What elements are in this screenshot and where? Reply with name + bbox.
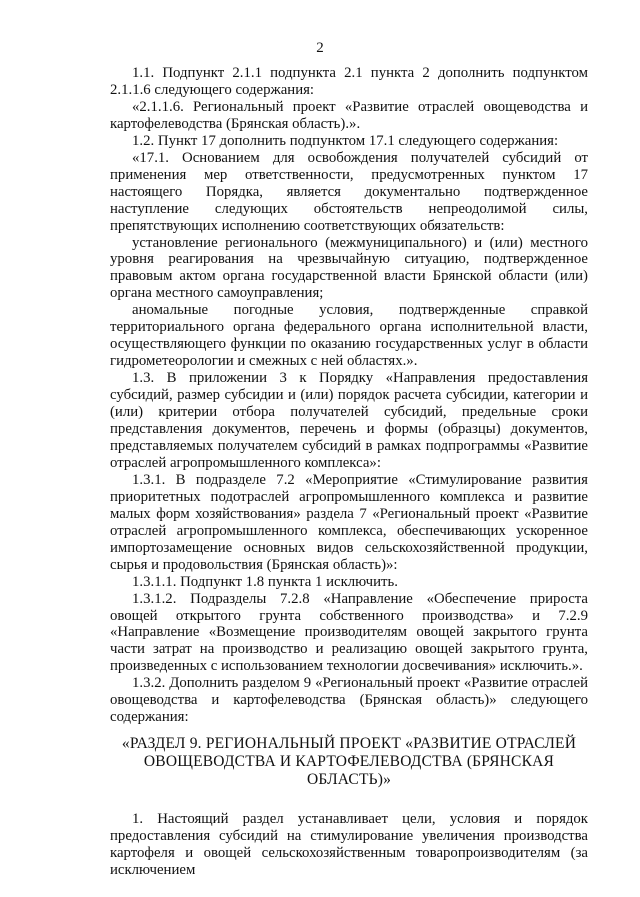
paragraph-17-1: «17.1. Основанием для освобождения получателей субсидий от применения мер ответственности, предусмотренных пунктом 17 настоящего Порядка, является документально подтвержденное наступление следующих обстоятельств непреодолимой силы, препятствующих исполнению соответствующих обязательств: [110, 149, 588, 234]
paragraph-1-3-2: 1.3.2. Дополнить разделом 9 «Региональный проект «Развитие отраслей овощеводства и картофелеводства (Брянская область)» следующего содержания: [110, 675, 588, 726]
section-paragraph-1: 1. Настоящий раздел устанавливает цели, условия и порядок предоставления субсидий на стимулирование увеличения производства картофеля и овощей сельскохозяйственным товаропроизводителям (за исключением [110, 811, 588, 879]
paragraph-1-3-1-1: 1.3.1.1. Подпункт 1.8 пункта 1 исключить. [132, 573, 398, 590]
document-body [110, 65, 588, 879]
paragraph-emergency: установление регионального (межмуниципального) и (или) местного уровня реагирования на чрезвычайную ситуацию, подтвержденное правовым актом органа государственной власти Брянской области (или) органа местного самоуправления; [110, 234, 588, 302]
paragraph-1-3: 1.3. В приложении 3 к Порядку «Направления предоставления субсидий, размер субсидии и (или) порядок расчета субсидии, категории и (или) критерии отбора получателей субсидий, предельные сроки представления документов, перечень и формы (образцы) документов, представляемых получателем субсидий в рамках подпрограммы «Развитие отраслей агропромышленного комплекса»: [110, 370, 588, 471]
paragraph-2-1-1-6: «2.1.1.6. Региональный проект «Развитие отраслей овощеводства и картофелеводства (Брянская область).». [110, 98, 588, 132]
paragraph-1-3-1-2: 1.3.1.2. Подразделы 7.2.8 «Направление «Обеспечение прироста овощей открытого грунта собственного производства» и 7.2.9 «Направление «Возмещение производителям овощей закрытого грунта части затрат на производство и реализацию овощей закрытого грунта, произведенных с использованием технологии досвечивания» исключить.». [110, 590, 588, 675]
paragraph-weather: аномальные погодные условия, подтвержденные справкой территориального органа федерального органа исполнительной власти, осуществляющего функции по оказанию государственных услуг в области гидрометеорологии и смежных с ней областях.». [110, 302, 588, 370]
paragraph-1-1: 1.1. Подпункт 2.1.1 подпункта 2.1 пункта 2 дополнить подпунктом 2.1.1.6 следующего содержания: [110, 65, 588, 98]
page-number: 2 [316, 40, 324, 56]
paragraph-1-3-1: 1.3.1. В подразделе 7.2 «Мероприятие «Стимулирование развития приоритетных подотраслей агропромышленного комплекса и развитие малых форм хозяйствования» раздела 7 «Региональный проект «Развитие отраслей агропромышленного комплекса, обеспечивающих ускоренное импортозамещение основных видов сельскохозяйственной продукции, сырья и продовольствия (Брянская область)»: [110, 471, 588, 573]
section-heading: «РАЗДЕЛ 9. РЕГИОНАЛЬНЫЙ ПРОЕКТ «РАЗВИТИЕ ОТРАСЛЕЙ ОВОЩЕВОДСТВА И КАРТОФЕЛЕВОДСТВА (БРЯНСКАЯ ОБЛАСТЬ)» [121, 735, 577, 789]
paragraph-1-2: 1.2. Пункт 17 дополнить подпунктом 17.1 следующего содержания: [132, 132, 559, 149]
